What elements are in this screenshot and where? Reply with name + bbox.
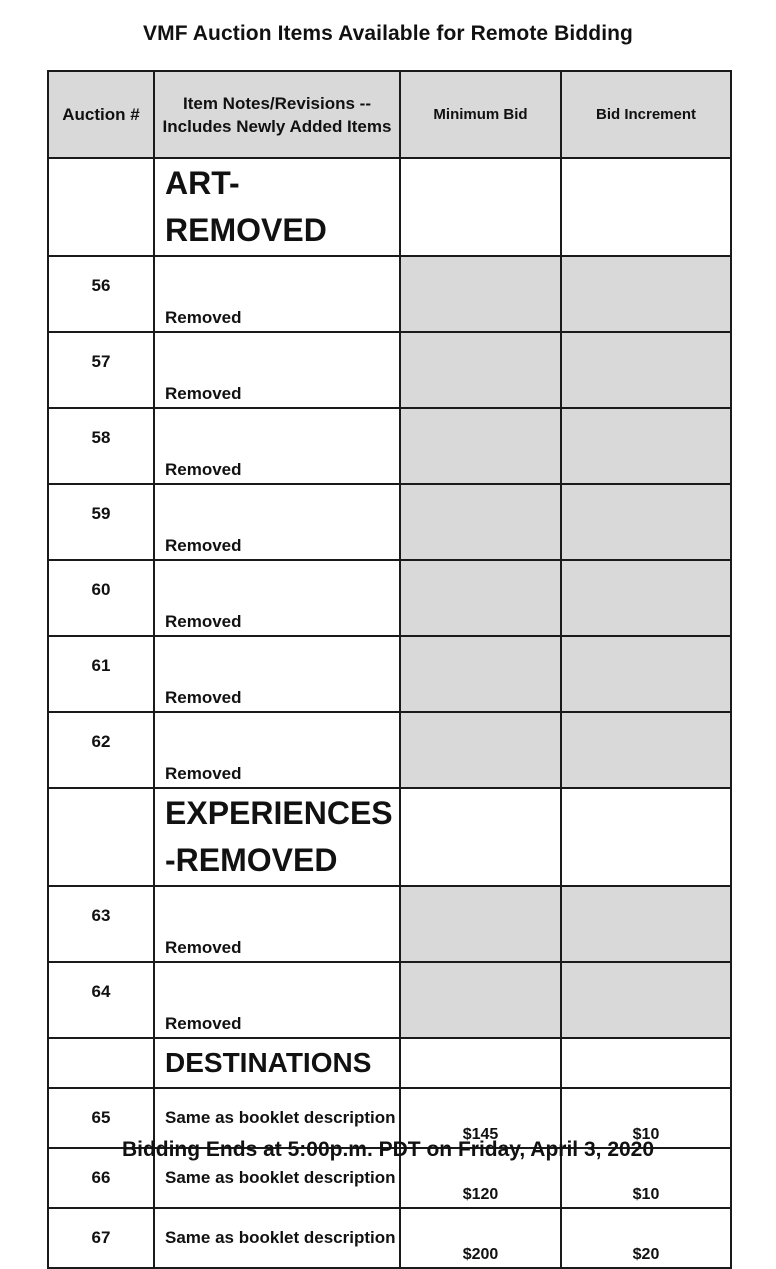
empty-cell	[48, 788, 154, 886]
empty-cell	[400, 1038, 561, 1088]
auction-number: 65	[48, 1088, 154, 1148]
bid-increment-cell	[561, 962, 731, 1038]
table-row	[48, 484, 731, 560]
empty-cell	[48, 158, 154, 256]
auction-number: 63	[48, 886, 154, 962]
auction-table	[47, 70, 732, 1269]
table-row	[48, 886, 731, 962]
bid-increment-cell	[561, 256, 731, 332]
minimum-bid: $200	[400, 1208, 561, 1268]
minimum-bid-cell	[400, 560, 561, 636]
empty-cell	[400, 158, 561, 256]
auction-number: 59	[48, 484, 154, 560]
table-row	[48, 962, 731, 1038]
table-row	[48, 408, 731, 484]
empty-cell	[561, 788, 731, 886]
minimum-bid: $145	[400, 1088, 561, 1148]
item-note: Removed	[154, 408, 400, 484]
bid-increment: $20	[561, 1208, 731, 1268]
auction-number: 66	[48, 1148, 154, 1208]
item-note: Removed	[154, 484, 400, 560]
minimum-bid-cell	[400, 962, 561, 1038]
empty-cell	[561, 158, 731, 256]
bid-increment: $10	[561, 1148, 731, 1208]
minimum-bid-cell	[400, 332, 561, 408]
minimum-bid-cell	[400, 636, 561, 712]
page-title: VMF Auction Items Available for Remote Bidding	[143, 22, 633, 45]
auction-number: 56	[48, 256, 154, 332]
minimum-bid-cell	[400, 886, 561, 962]
empty-cell	[561, 1038, 731, 1088]
bid-increment-cell	[561, 484, 731, 560]
auction-number: 57	[48, 332, 154, 408]
auction-number: 67	[48, 1208, 154, 1268]
bid-increment-cell	[561, 636, 731, 712]
item-note: Removed	[154, 886, 400, 962]
bid-increment-cell	[561, 712, 731, 788]
section-title-art: ART-REMOVED	[154, 158, 400, 256]
item-note: Removed	[154, 712, 400, 788]
item-note: Removed	[154, 560, 400, 636]
bidding-deadline: Bidding Ends at 5:00p.m. PDT on Friday, April 3, 2020	[121, 1138, 655, 1161]
auction-number: 64	[48, 962, 154, 1038]
empty-cell	[400, 788, 561, 886]
table-row	[48, 332, 731, 408]
section-row-art	[48, 158, 731, 256]
table-row	[48, 560, 731, 636]
bid-increment-cell	[561, 332, 731, 408]
table-row	[48, 712, 731, 788]
item-note: Removed	[154, 636, 400, 712]
minimum-bid-cell	[400, 256, 561, 332]
minimum-bid: $120	[400, 1148, 561, 1208]
empty-cell	[48, 1038, 154, 1088]
section-row-experiences	[48, 788, 731, 886]
table-header-row	[48, 71, 731, 158]
header-item-notes: Item Notes/Revisions -- Includes Newly Added Items	[154, 71, 400, 158]
minimum-bid-cell	[400, 408, 561, 484]
item-note: Same as booklet description	[154, 1088, 400, 1148]
header-auction-number: Auction #	[48, 71, 154, 158]
minimum-bid-cell	[400, 712, 561, 788]
minimum-bid-cell	[400, 484, 561, 560]
bid-increment: $10	[561, 1088, 731, 1148]
bid-increment-cell	[561, 560, 731, 636]
item-note: Removed	[154, 332, 400, 408]
item-note: Removed	[154, 256, 400, 332]
section-row-destinations	[48, 1038, 731, 1088]
table-row	[48, 636, 731, 712]
auction-number: 60	[48, 560, 154, 636]
auction-number: 58	[48, 408, 154, 484]
bid-increment-cell	[561, 408, 731, 484]
item-note: Same as booklet description	[154, 1208, 400, 1268]
auction-number: 61	[48, 636, 154, 712]
section-title-experiences: EXPERIENCES-REMOVED	[154, 788, 400, 886]
bid-increment-cell	[561, 886, 731, 962]
table-row	[48, 256, 731, 332]
section-title-destinations: DESTINATIONS	[154, 1038, 400, 1088]
header-bid-increment: Bid Increment	[561, 71, 731, 158]
item-note: Removed	[154, 962, 400, 1038]
header-minimum-bid: Minimum Bid	[400, 71, 561, 158]
auction-number: 62	[48, 712, 154, 788]
table-row	[48, 1208, 731, 1268]
item-note: Same as booklet description	[154, 1148, 400, 1208]
